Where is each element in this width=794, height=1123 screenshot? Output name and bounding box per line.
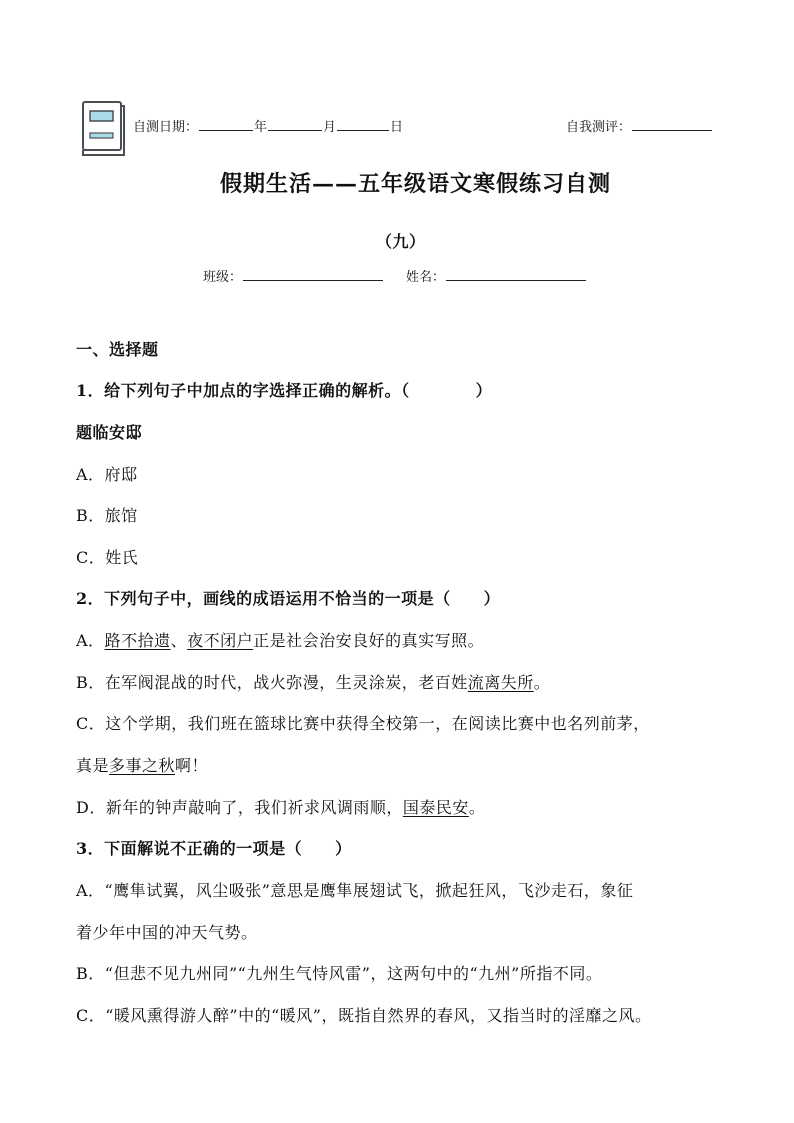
name-blank[interactable]: [446, 268, 586, 281]
question-2-stem: 2．下列句子中，画线的成语运用不恰当的一项是（ ）: [76, 589, 501, 608]
self-eval-row: [566, 116, 713, 135]
option-prefix: A．: [76, 631, 105, 650]
underlined-idiom: 路不拾遗: [104, 631, 171, 650]
test-date-row: [133, 116, 403, 135]
year-blank[interactable]: [199, 118, 253, 131]
question-2-option-c[interactable]: [76, 711, 650, 734]
question-3-option-a-cont[interactable]: 着少年中国的冲天气势。: [76, 923, 258, 942]
question-3-stem: 3．下面解说不正确的一项是（ ）: [76, 839, 352, 858]
question-2-option-a[interactable]: [76, 628, 484, 651]
name-label: 姓名：: [406, 270, 446, 285]
book-icon: [80, 100, 130, 158]
option-text: 正是社会治安良好的真实写照。: [253, 631, 485, 650]
question-1-phrase: 题临安邸: [76, 423, 143, 442]
question-2-option-c-cont[interactable]: [76, 753, 208, 776]
page-title: 假期生活——五年级语文寒假练习自测: [220, 171, 612, 197]
separator: 、: [170, 631, 188, 650]
underlined-idiom: 多事之秋: [109, 756, 176, 775]
year-label: 年: [254, 120, 268, 135]
month-blank[interactable]: [268, 118, 322, 131]
class-label: 班级：: [203, 270, 243, 285]
question-1-stem: 1．给下列句子中加点的字选择正确的解析。（ ）: [76, 381, 493, 400]
question-1-option-c[interactable]: C．姓氏: [76, 548, 139, 567]
section-heading: 一、选择题: [76, 340, 159, 359]
underlined-idiom: 国泰民安: [402, 798, 469, 817]
month-label: 月: [323, 120, 337, 135]
option-text: 。: [533, 673, 551, 692]
question-2-option-b[interactable]: [76, 670, 550, 693]
option-text: 。: [468, 798, 486, 817]
question-3-option-a[interactable]: A．“鹰隼试翼，风尘吸张”意思是鹰隼展翅试飞，掀起狂风，飞沙走石，象征: [76, 881, 634, 900]
class-row: [203, 266, 384, 285]
name-row: [406, 266, 587, 285]
question-3-option-c[interactable]: C．“暖风熏得游人醉”中的“暖风”，既指自然界的春风，又指当时的淫靡之风。: [76, 1006, 652, 1025]
underlined-idiom: 夜不闭户: [187, 631, 254, 650]
option-text: 啊！: [175, 756, 209, 775]
self-eval-label: 自我测评：: [566, 120, 632, 135]
test-date-label: 自测日期：: [133, 120, 199, 135]
class-blank[interactable]: [243, 268, 383, 281]
day-blank[interactable]: [337, 118, 389, 131]
underlined-idiom: 流离失所: [467, 673, 534, 692]
option-text: C．这个学期，我们班在篮球比赛中获得全校第一，在阅读比赛中也名列前茅，: [76, 714, 650, 733]
self-eval-blank[interactable]: [632, 118, 712, 131]
question-1-option-b[interactable]: B．旅馆: [76, 506, 138, 525]
option-text: D．新年的钟声敲响了，我们祈求风调雨顺，: [76, 798, 403, 817]
option-text: B．在军阀混战的时代，战火弥漫，生灵涂炭，老百姓: [76, 673, 468, 692]
question-3-option-b[interactable]: B．“但悲不见九州同”“九州生气恃风雷”，这两句中的“九州”所指不同。: [76, 964, 603, 983]
page-subtitle: （九）: [376, 232, 426, 251]
question-2-option-d[interactable]: [76, 795, 485, 818]
day-label: 日: [390, 120, 404, 135]
option-text: 真是: [76, 756, 110, 775]
question-1-option-a[interactable]: A．府邸: [76, 465, 138, 484]
